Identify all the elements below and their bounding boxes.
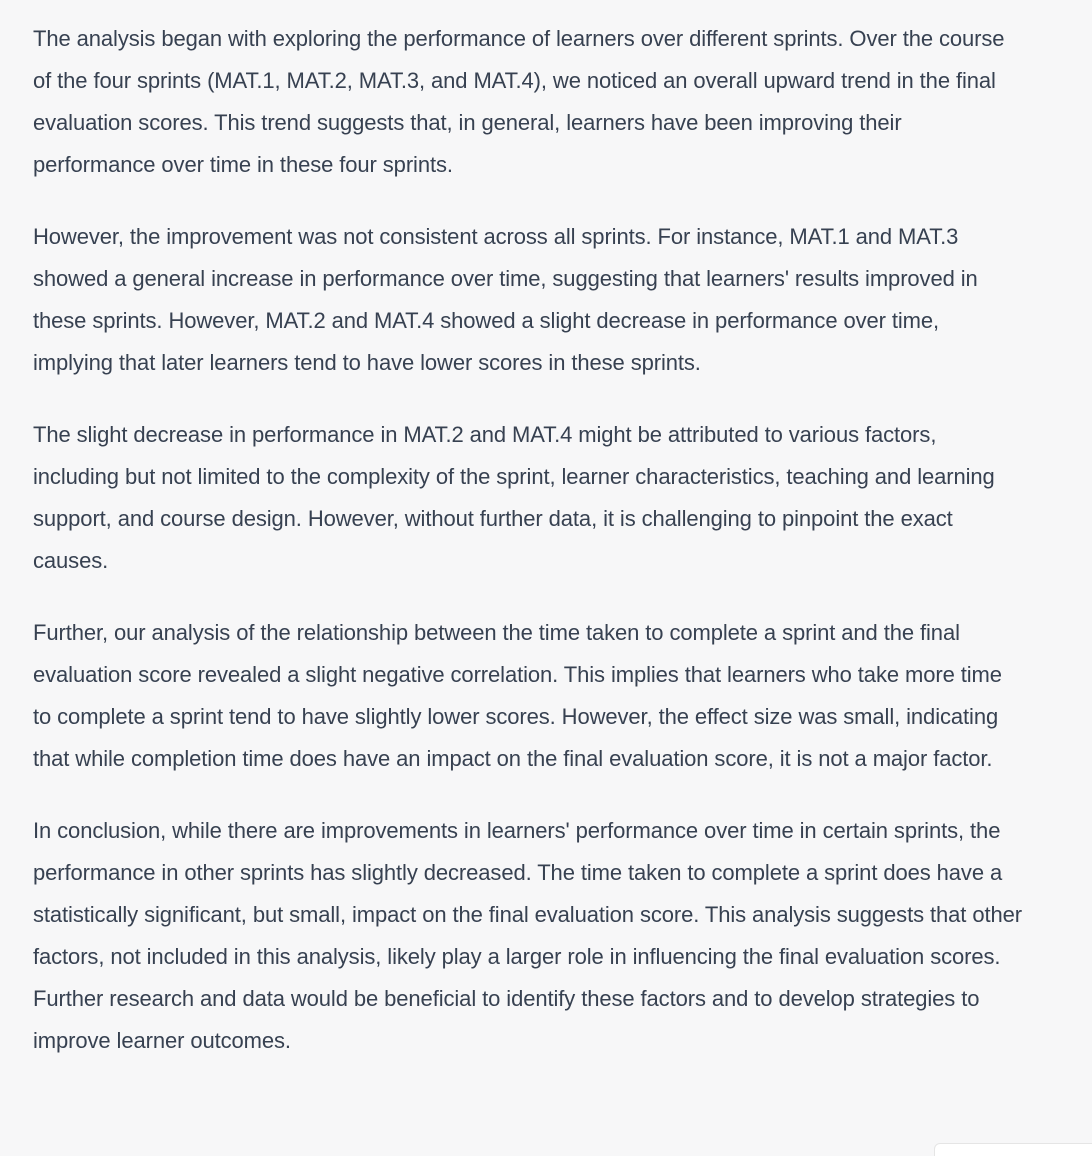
assistant-message (33, 18, 1023, 1062)
paragraph-sprint-trend: The analysis began with exploring the performance of learners over different sprints. Over the course of the four sprints (MAT.1, MAT.2, MAT.3, and MAT.4), we noticed an overall upward trend in the final evaluation scores. This trend suggests that, in general, learners have been improving their performance over time in these four sprints. (33, 26, 1005, 177)
paragraph-conclusion: In conclusion, while there are improvements in learners' performance over time in certain sprints, the performance in other sprints has slightly decreased. The time taken to complete a sprint does have a statistically significant, but small, impact on the final evaluation score. This analysis suggests that other factors, not included in this analysis, likely play a larger role in influencing the final evaluation scores. Further research and data would be beneficial to identify these factors and to develop strategies to improve learner outcomes. (33, 818, 1022, 1053)
paragraph-inconsistency: However, the improvement was not consistent across all sprints. For instance, MAT.1 and MAT.3 showed a general increase in performance over time, suggesting that learners' results improved in these sprints. However, MAT.2 and MAT.4 showed a slight decrease in performance over time, implying that later learners tend to have lower scores in these sprints. (33, 224, 978, 375)
paragraph-decrease-factors: The slight decrease in performance in MAT.2 and MAT.4 might be attributed to various factors, including but not limited to the complexity of the sprint, learner characteristics, teaching and learning support, and course design. However, without further data, it is challenging to pinpoint the exact causes. (33, 422, 995, 573)
paragraph-time-correlation: Further, our analysis of the relationship between the time taken to complete a sprint and the final evaluation score revealed a slight negative correlation. This implies that learners who take more time to complete a sprint tend to have slightly lower scores. However, the effect size was small, indicating that while completion time does have an impact on the final evaluation score, it is not a major factor. (33, 620, 1002, 771)
input-box-edge[interactable] (934, 1143, 1092, 1156)
